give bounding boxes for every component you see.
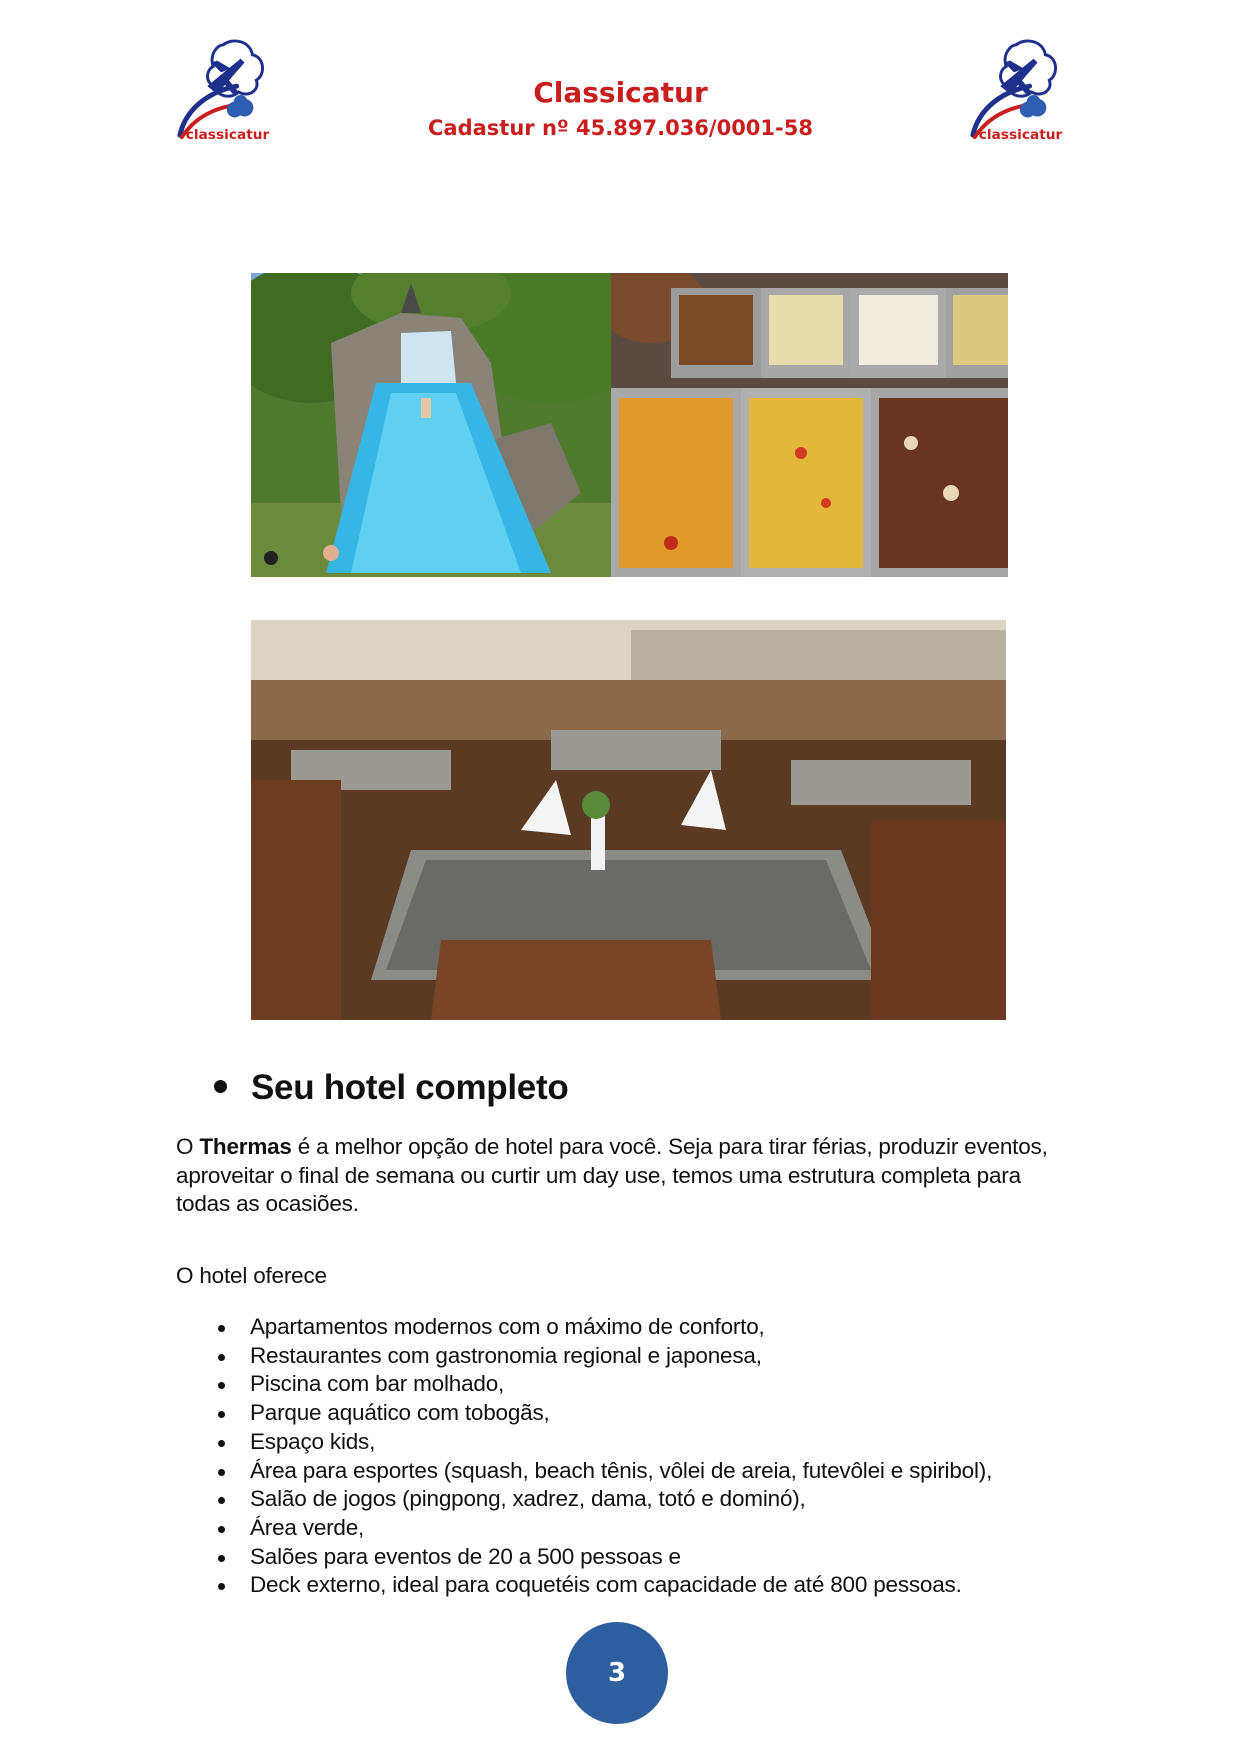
list-item-text: Piscina com bar molhado, xyxy=(250,1371,505,1397)
section-heading xyxy=(214,1068,568,1108)
offer-label: O hotel oferece xyxy=(176,1263,327,1288)
intro-hotel-name: Thermas xyxy=(199,1134,292,1159)
list-item xyxy=(214,1514,992,1543)
list-item xyxy=(214,1370,992,1399)
brand-title: Classicatur xyxy=(533,76,708,109)
list-item-text: Apartamentos modernos com o máximo de conforto, xyxy=(250,1314,765,1339)
bullet-icon xyxy=(214,1080,227,1093)
bullet-icon xyxy=(218,1440,225,1447)
list-item xyxy=(214,1457,992,1486)
list-item-text: Área para esportes (squash, beach tênis, vôlei de areia, futevôlei e spiribol), xyxy=(250,1457,993,1483)
logo-wordmark: classicatur xyxy=(185,127,270,144)
restaurant-photo xyxy=(251,620,1006,1020)
list-item-text: Restaurantes com gastronomia regional e japonesa, xyxy=(250,1342,762,1368)
bullet-icon xyxy=(218,1526,225,1533)
intro-paragraph xyxy=(176,1133,1076,1219)
section-heading-text: Seu hotel completo xyxy=(251,1068,569,1107)
water-slide-photo xyxy=(251,273,611,577)
buffet-photo xyxy=(611,273,1008,577)
list-item xyxy=(214,1399,992,1428)
bullet-icon xyxy=(218,1411,225,1418)
page-number-badge: 3 xyxy=(566,1622,668,1724)
logo-wordmark: classicatur xyxy=(978,127,1063,144)
list-item xyxy=(214,1571,992,1600)
bullet-icon xyxy=(218,1325,225,1332)
intro-prefix: O xyxy=(176,1134,200,1159)
list-item xyxy=(214,1313,992,1342)
list-item xyxy=(214,1428,992,1457)
bullet-icon xyxy=(218,1555,225,1562)
list-item-text: Parque aquático com tobogãs, xyxy=(250,1400,550,1426)
list-item-text: Salões para eventos de 20 a 500 pessoas e xyxy=(250,1543,681,1569)
features-list xyxy=(214,1313,992,1600)
list-item-text: Espaço kids, xyxy=(250,1428,376,1454)
list-item xyxy=(214,1485,992,1514)
list-item-text: Área verde, xyxy=(250,1514,365,1540)
bullet-icon xyxy=(218,1354,225,1361)
list-item xyxy=(214,1543,992,1572)
intro-text: é a melhor opção de hotel para você. Seja para tirar férias, produzir eventos, aproveitar o final de semana ou curtir um day use, temos uma estrutura completa para todas as ocasiões. xyxy=(176,1134,1048,1216)
list-item xyxy=(214,1342,992,1371)
list-item-text: Salão de jogos (pingpong, xadrez, dama, totó e dominó), xyxy=(250,1486,806,1512)
cadastur-registration: Cadastur nº 45.897.036/0001-58 xyxy=(428,116,813,140)
bullet-icon xyxy=(218,1497,225,1504)
bullet-icon xyxy=(218,1583,225,1590)
bullet-icon xyxy=(218,1382,225,1389)
list-item-text: Deck externo, ideal para coquetéis com capacidade de até 800 pessoas. xyxy=(250,1572,962,1598)
bullet-icon xyxy=(218,1469,225,1476)
